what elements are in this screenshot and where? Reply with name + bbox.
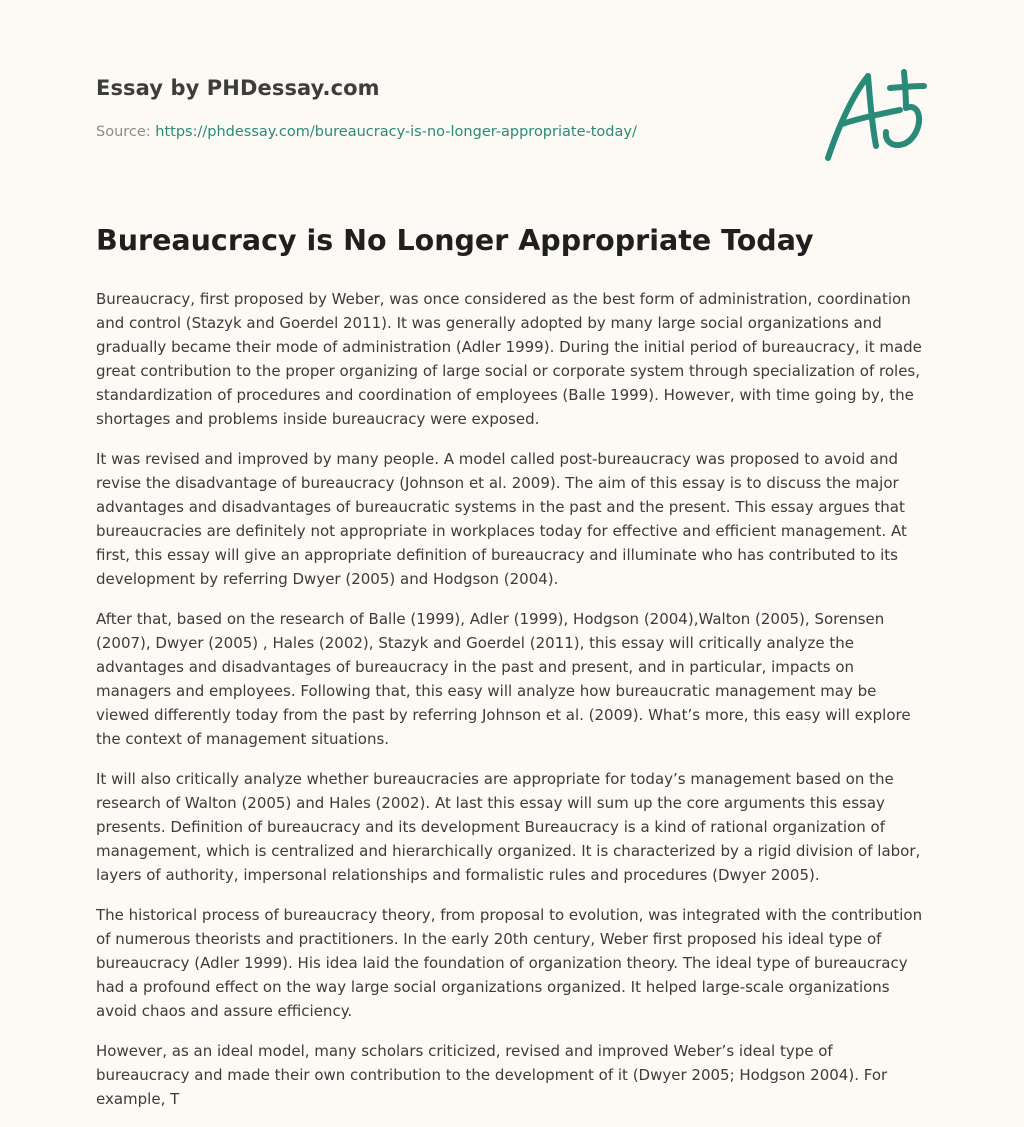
a-plus-grade-icon <box>820 66 930 166</box>
essay-paragraph: It was revised and improved by many people. A model called post-bureaucracy was proposed to avoid and revise the disadvantage of bureaucracy (Johnson et al. 2009). The aim of this essay is to discuss the major advantages and disadvantages of bureaucratic systems in the past and the present. This essay argues that bureaucracies are definitely not appropriate in workplaces today for effective and efficient management. At first, this essay will give an appropriate definition of bureaucracy and illuminate who has contributed to its development by referring Dwyer (2005) and Hodgson (2004). <box>96 450 907 588</box>
essay-paragraph: However, as an ideal model, many scholars criticized, revised and improved Weber’s ideal type of bureaucracy and made their own contribution to the development of it (Dwyer 2005; Hodgson 2004). For example, T <box>96 1042 888 1108</box>
essay-body <box>96 287 930 1127</box>
source-label: Source: <box>96 124 156 140</box>
essay-paragraph: After that, based on the research of Balle (1999), Adler (1999), Hodgson (2004),Walton (2005), Sorensen (2007), Dwyer (2005) , Hales (2002), Stazyk and Goerdel (2011), this essay will critically analyze the advantages and disadvantages of bureaucracy in the past and present, and in particular, impacts on managers and employees. Following that, this easy will analyze how bureaucratic management may be viewed differently today from the past by referring Johnson et al. (2009). What’s more, this easy will explore the context of management situations. <box>96 610 911 748</box>
essay-title: Bureaucracy is No Longer Appropriate Today <box>96 224 814 257</box>
source-link[interactable]: https://phdessay.com/bureaucracy-is-no-longer-appropriate-today/ <box>155 124 637 140</box>
source-line <box>96 124 637 140</box>
essay-paragraph: Bureaucracy, first proposed by Weber, was once considered as the best form of administration, coordination and control (Stazyk and Goerdel 2011). It was generally adopted by many large social organizations and gradually became their mode of administration (Adler 1999). During the initial period of bureaucracy, it made great contribution to the proper organizing of large social or corporate system through specialization of roles, standardization of procedures and coordination of employees (Balle 1999). However, with time going by, the shortages and problems inside bureaucracy were exposed. <box>96 290 922 428</box>
essay-paragraph: The historical process of bureaucracy theory, from proposal to evolution, was integrated with the contribution of numerous theorists and practitioners. In the early 20th century, Weber first proposed his ideal type of bureaucracy (Adler 1999). His idea laid the foundation of organization theory. The ideal type of bureaucracy had a profound effect on the way large social organizations organized. It helped large-scale organizations avoid chaos and assure efficiency. <box>96 906 923 1020</box>
site-brand: Essay by PHDessay.com <box>96 76 380 100</box>
essay-paragraph: It will also critically analyze whether bureaucracies are appropriate for today’s management based on the research of Walton (2005) and Hales (2002). At last this essay will sum up the core arguments this essay presents. Definition of bureaucracy and its development Bureaucracy is a kind of rational organization of management, which is centralized and hierarchically organized. It is characterized by a rigid division of labor, layers of authority, impersonal relationships and formalistic rules and procedures (Dwyer 2005). <box>96 770 921 884</box>
